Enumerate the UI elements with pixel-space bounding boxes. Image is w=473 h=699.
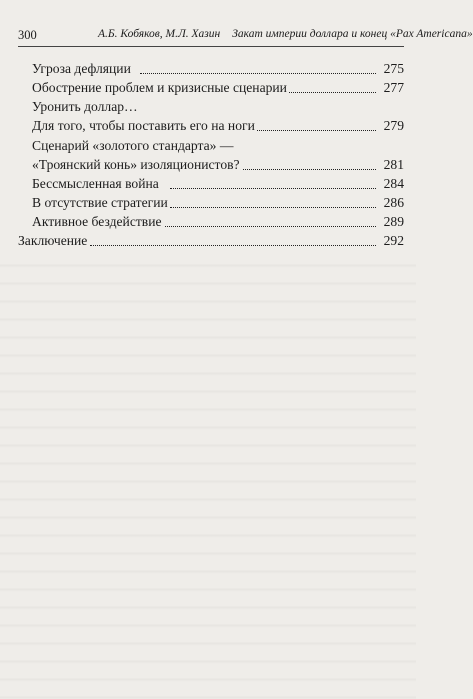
running-header bbox=[18, 26, 473, 47]
show-through-background bbox=[0, 250, 416, 699]
page-number: 300 bbox=[18, 28, 37, 42]
toc-entry-page: 275 bbox=[383, 61, 404, 76]
toc-entry-page: 289 bbox=[383, 214, 404, 229]
toc-entry bbox=[0, 232, 416, 252]
toc-entry bbox=[0, 137, 416, 157]
toc-entry-title: Угроза дефляции bbox=[32, 61, 131, 76]
toc-entry-title: Сценарий «золотого стандарта» — bbox=[32, 138, 234, 153]
dot-leader bbox=[170, 207, 376, 208]
toc-entry bbox=[0, 175, 416, 195]
toc-entry-page: 281 bbox=[383, 157, 404, 172]
dot-leader bbox=[140, 73, 376, 74]
toc-entry-page: 284 bbox=[383, 176, 404, 191]
authors: А.Б. Кобяков, М.Л. Хазин bbox=[98, 28, 221, 40]
toc-entry bbox=[0, 194, 416, 214]
toc-entry-page: 292 bbox=[383, 233, 404, 248]
toc-entry-title: Заключение bbox=[18, 233, 88, 248]
toc-entry-title: Бессмысленная война bbox=[32, 176, 159, 191]
toc-entry-title: Для того, чтобы поставить его на ноги bbox=[32, 118, 255, 133]
toc-entry-page: 277 bbox=[383, 80, 404, 95]
toc-entry-title: «Троянский конь» изоляционистов? bbox=[32, 157, 240, 172]
toc-entry-title: Обострение проблем и кризисные сценарии bbox=[32, 80, 287, 95]
dot-leader bbox=[170, 188, 376, 189]
toc-entry bbox=[0, 98, 416, 118]
dot-leader bbox=[240, 130, 376, 131]
toc-entry-title: В отсутствие стратегии bbox=[32, 195, 168, 210]
toc-entry-page: 279 bbox=[383, 118, 404, 133]
toc-entry bbox=[0, 117, 416, 137]
toc-entry bbox=[0, 79, 416, 99]
toc-entry-page: 286 bbox=[383, 195, 404, 210]
book-title: Закат империи доллара и конец «Pax Americana» bbox=[232, 28, 473, 40]
dot-leader bbox=[160, 226, 376, 227]
running-title bbox=[98, 28, 473, 40]
toc-entry bbox=[0, 156, 416, 176]
toc-entry-title: Уронить доллар… bbox=[32, 99, 138, 114]
dot-leader bbox=[90, 245, 376, 246]
dot-leader bbox=[230, 169, 376, 170]
toc-entry bbox=[0, 213, 416, 233]
toc-entry bbox=[0, 60, 416, 80]
toc-entry-title: Активное бездействие bbox=[32, 214, 162, 229]
